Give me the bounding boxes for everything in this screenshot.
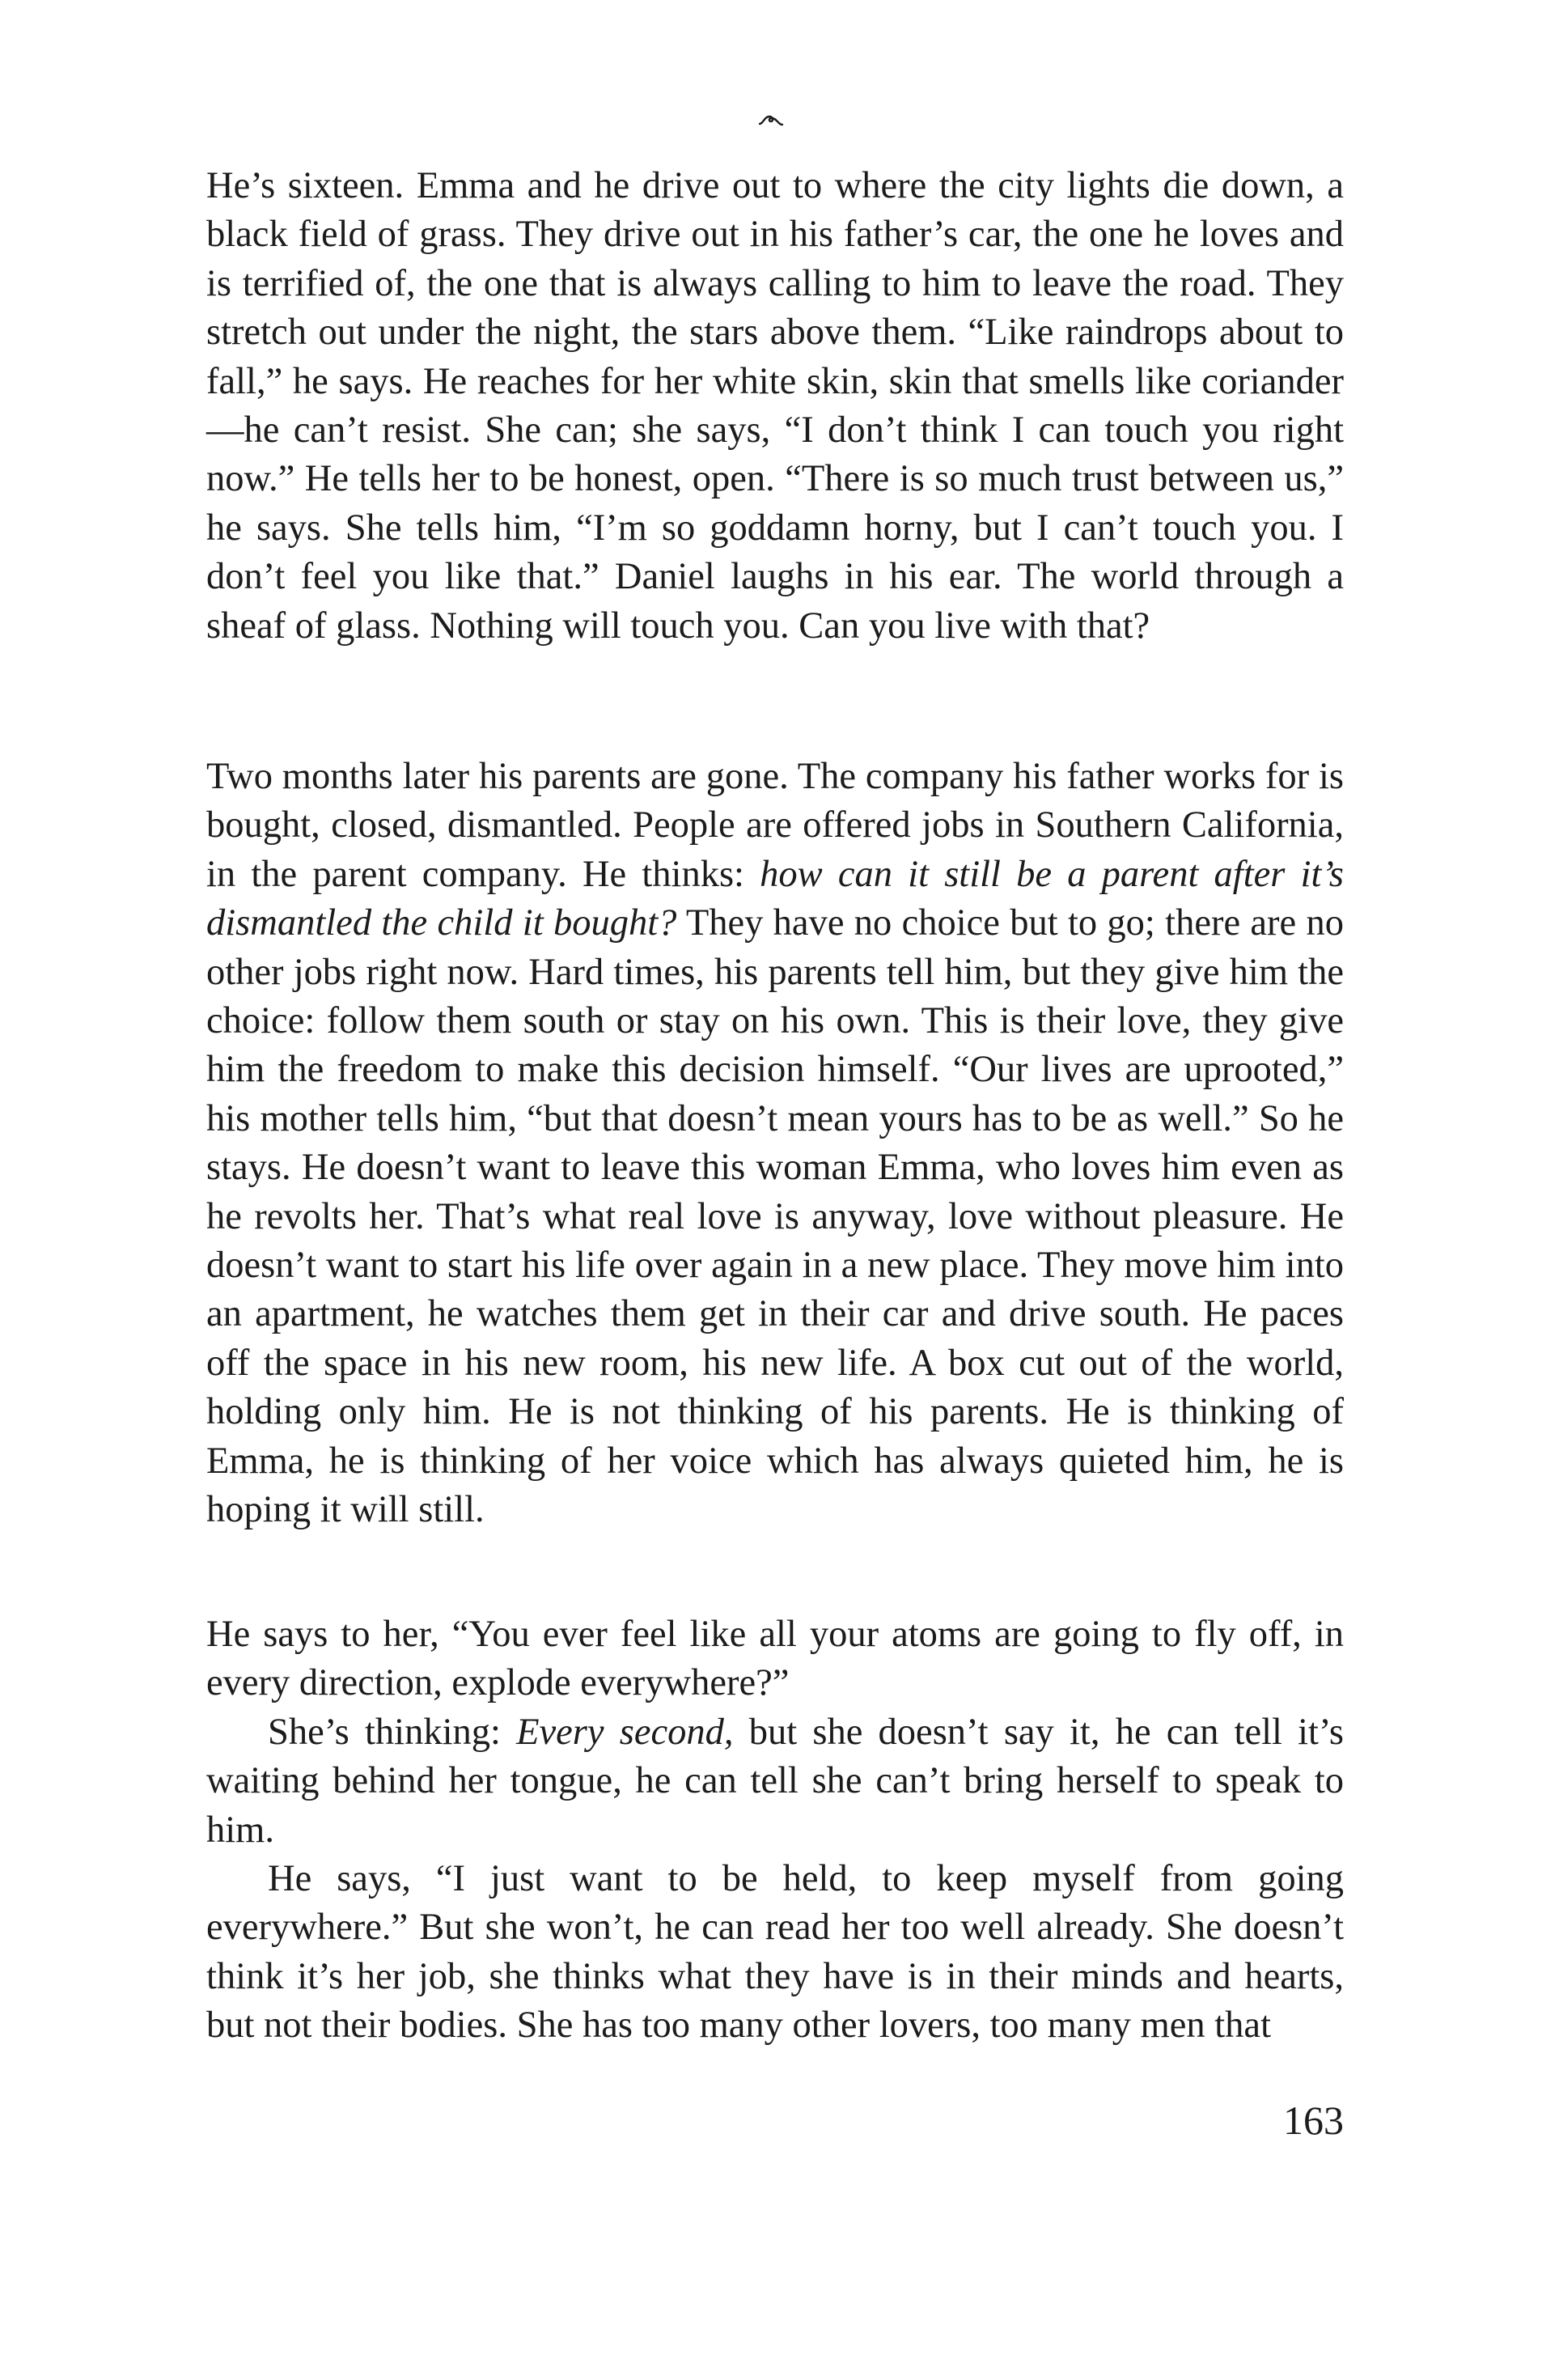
paragraph-text: Two months later his parents are gone. The company his father works for is bought, closed, dismantled. People are offered jobs in Southern California, in the parent company. He thinks: [206,756,1344,895]
paragraph-block-3 [206,1610,1344,2051]
italic-text: Every second, [516,1711,734,1753]
page-number: 163 [1283,2098,1344,2143]
paragraph-text: They have no choice but to go; there are no other jobs right now. Hard times, his parents tell him, but they give him the choice: follow them south or stay on his own. This is their love, they give him the freedom to make this decision himself. “Our lives are uprooted,” his mother tells him, “but that doesn’t mean yours has to be as well.” So he stays. He doesn’t want to leave this woman Emma, who loves him even as he revolts her. That’s what real love is anyway, love without pleasure. He doesn’t want to start his life over again in a new place. They move him into an apartment, he watches them get in their car and drive south. He paces off the space in his new room, his new life. A box cut out of the world, holding only him. He is not thinking of his parents. He is thinking of Emma, he is thinking of her voice which has always quieted him, he is hoping it will still. [206,902,1344,1531]
paragraph [206,1708,1344,1855]
paragraph: He says to her, “You ever feel like all your atoms are going to fly off, in every direction, explode everywhere?” [206,1614,1344,1704]
section-ornament [0,113,1542,132]
paragraph [206,753,1344,1535]
paragraph-text: She’s thinking: [268,1711,517,1753]
swirl-ornament-icon [757,113,785,128]
paragraph-block-1 [206,162,1344,651]
paragraph-text: but she doesn’t say it, he can tell it’s waiting behind her tongue, he can tell she can’t bring herself to speak to him. [206,1711,1344,1851]
paragraph: He says, “I just want to be held, to keep myself from going everywhere.” But she won’t, he can read her too well already. She doesn’t think it’s her job, she thinks what they have is in their minds and hearts, but not their bodies. She has too many other lovers, too many men that [206,1858,1344,2047]
paragraph-block-2 [206,753,1344,1535]
paragraph: He’s sixteen. Emma and he drive out to where the city lights die down, a black field of grass. They drive out in his father’s car, the one he loves and is terrified of, the one that is always calling to him to leave the road. They stretch out under the night, the stars above them. “Like raindrops about to fall,” he says. He reaches for her white skin, skin that smells like coriander—he can’t resist. She can; she says, “I don’t think I can touch you right now.” He tells her to be honest, open. “There is so much trust between us,” he says. She tells him, “I’m so goddamn horny, but I can’t touch you. I don’t feel you like that.” Daniel laughs in his ear. The world through a sheaf of glass. Nothing will touch you. Can you live with that? [206,165,1344,647]
italic-text: how can it still be a parent after it’s dismantled the child it bought? [206,853,1344,944]
